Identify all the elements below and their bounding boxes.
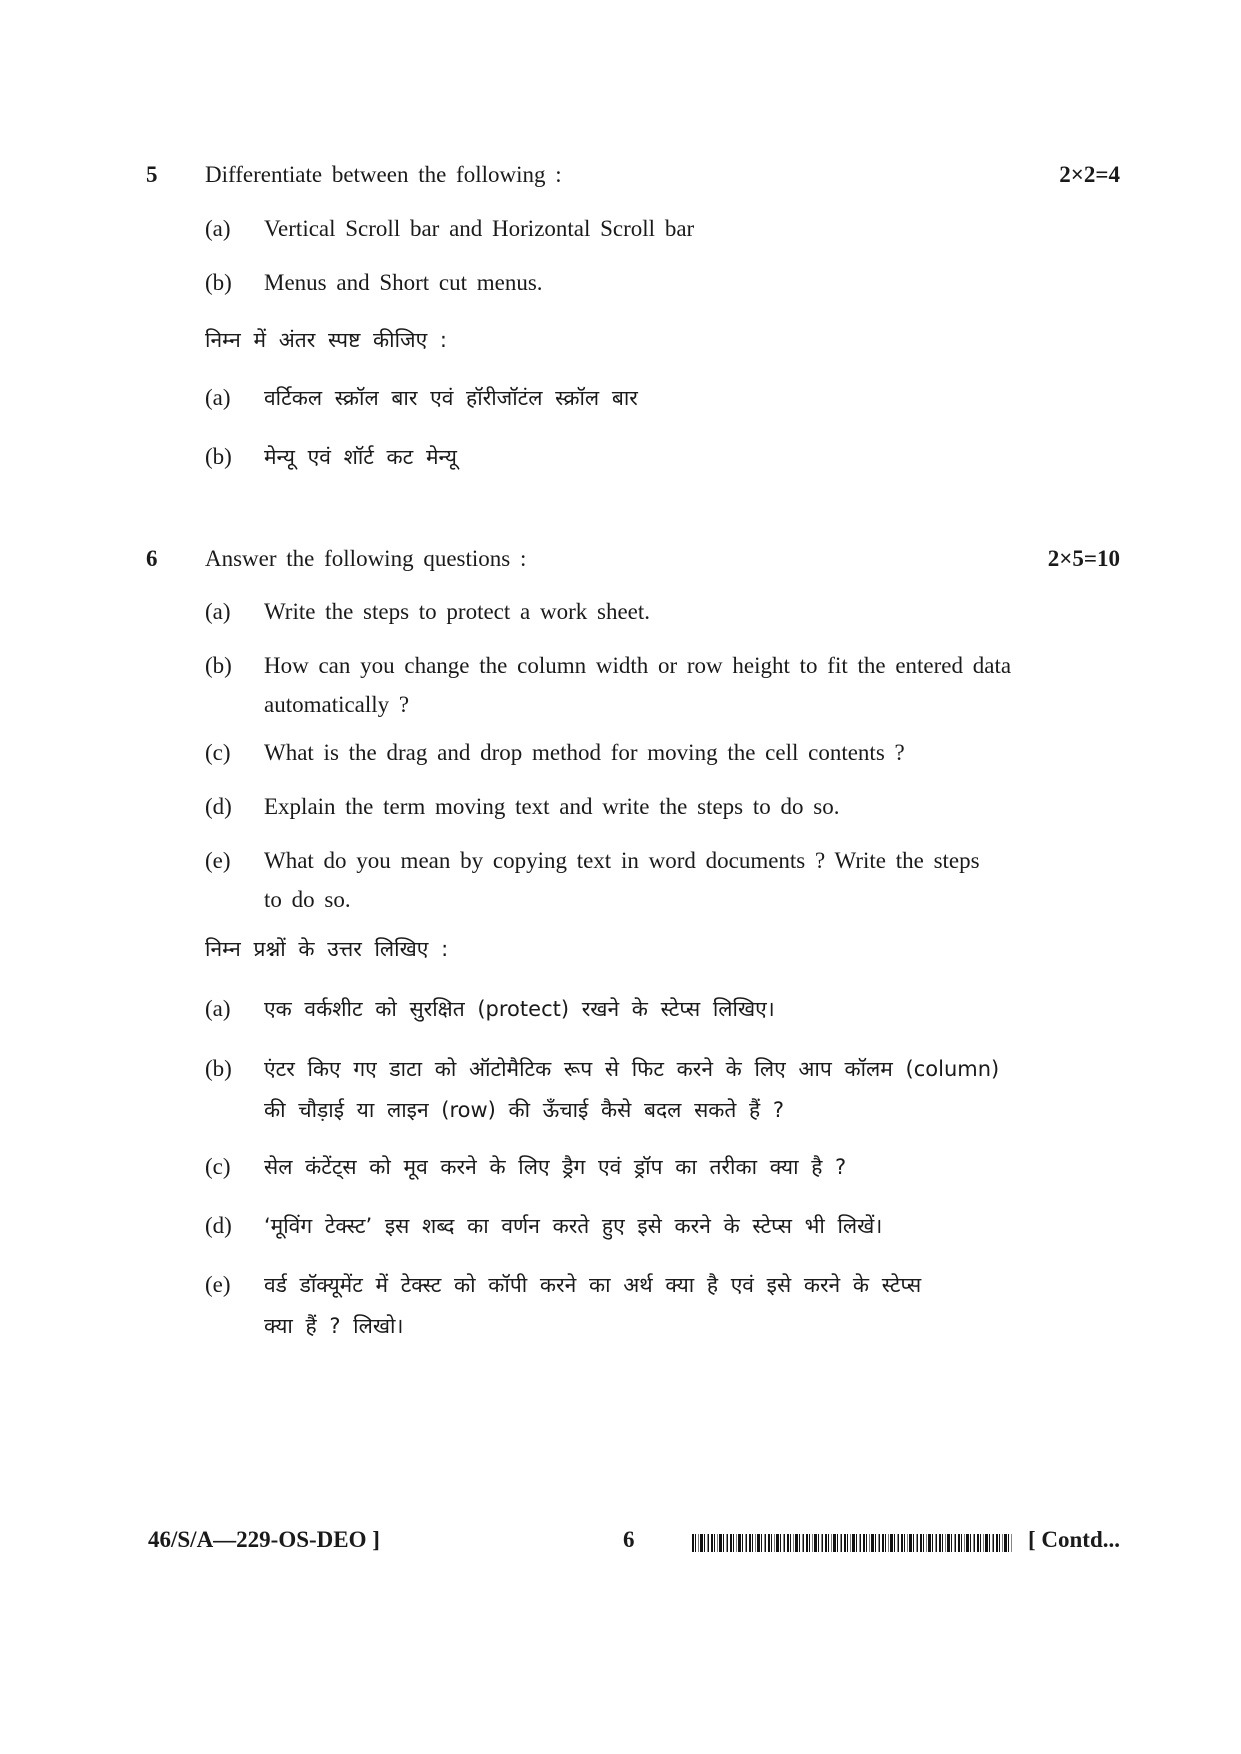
sub-question-text: Explain the term moving text and write the steps to do so. xyxy=(264,794,840,819)
sub-question-text-continued: automatically ? xyxy=(264,692,410,717)
sub-question-text: What do you mean by copying text in word documents ? Write the steps xyxy=(264,848,980,873)
sub-question-text: सेल कंटेंट्स को मूव करने के लिए ड्रैग एवं ड्रॉप का तरीका क्या है ? xyxy=(264,1155,847,1179)
sub-question-hi xyxy=(205,1271,921,1340)
sub-question-label: (b) xyxy=(205,1056,232,1081)
sub-question-en xyxy=(205,216,694,242)
sub-question-en xyxy=(205,848,980,913)
sub-question-text: How can you change the column width or row height to fit the entered data xyxy=(264,653,1012,678)
sub-question-hi xyxy=(205,443,457,471)
sub-question-label: (e) xyxy=(205,848,231,873)
question-marks: 2×2=4 xyxy=(1059,162,1120,187)
sub-question-text: Menus and Short cut menus. xyxy=(264,270,543,295)
page-footer xyxy=(148,1527,1120,1559)
sub-question-hi xyxy=(205,1055,999,1124)
sub-question-label: (a) xyxy=(205,385,231,410)
sub-question-label: (b) xyxy=(205,270,232,295)
sub-question-hi xyxy=(205,384,638,412)
sub-question-text-continued: to do so. xyxy=(264,887,351,912)
sub-question-label: (d) xyxy=(205,1213,232,1238)
sub-question-label: (c) xyxy=(205,740,231,765)
sub-question-en xyxy=(205,653,1011,718)
sub-question-hi xyxy=(205,1212,882,1240)
sub-question-label: (e) xyxy=(205,1272,231,1297)
paper-code: 46/S/A—229-OS-DEO ] xyxy=(148,1527,380,1552)
question-prompt-en: Differentiate between the following : xyxy=(205,162,562,187)
sub-question-hi xyxy=(205,1153,846,1181)
sub-question-en xyxy=(205,740,905,766)
sub-question-text: What is the drag and drop method for moving the cell contents ? xyxy=(264,740,905,765)
sub-question-text: मेन्यू एवं शॉर्ट कट मेन्यू xyxy=(264,445,457,469)
sub-question-en xyxy=(205,794,839,820)
sub-question-text-continued: क्या हैं ? लिखो। xyxy=(264,1314,404,1338)
sub-question-hi xyxy=(205,995,775,1023)
sub-question-text: Vertical Scroll bar and Horizontal Scroll bar xyxy=(264,216,695,241)
sub-question-label: (a) xyxy=(205,599,231,624)
question-prompt-hi: निम्न प्रश्नों के उत्तर लिखिए : xyxy=(205,937,449,961)
question-number: 5 xyxy=(146,162,158,187)
barcode-icon xyxy=(692,1534,1012,1552)
sub-question-text: एंटर किए गए डाटा को ऑटोमैटिक रूप से फिट करने के लिए आप कॉलम (column) xyxy=(264,1057,1000,1081)
sub-question-en xyxy=(205,270,543,296)
sub-question-text: Write the steps to protect a work sheet. xyxy=(264,599,651,624)
sub-question-text: वर्टिकल स्क्रॉल बार एवं हॉरीजॉटंल स्क्रॉल बार xyxy=(264,386,638,410)
question-marks: 2×5=10 xyxy=(1047,546,1120,571)
sub-question-label: (b) xyxy=(205,444,232,469)
question-number: 6 xyxy=(146,546,158,571)
sub-question-label: (b) xyxy=(205,653,232,678)
sub-question-text: ‘मूविंग टेक्स्ट’ इस शब्द का वर्णन करते हुए इसे करने के स्टेप्स भी लिखें। xyxy=(264,1214,883,1238)
sub-question-label: (c) xyxy=(205,1154,231,1179)
question-prompt-hi: निम्न में अंतर स्पष्ट कीजिए : xyxy=(205,328,447,352)
sub-question-en xyxy=(205,599,650,625)
continued-label: [ Contd... xyxy=(1027,1527,1120,1552)
sub-question-label: (a) xyxy=(205,216,231,241)
sub-question-text: वर्ड डॉक्यूमेंट में टेक्स्ट को कॉपी करने का अर्थ क्या है एवं इसे करने के स्टेप्स xyxy=(264,1273,922,1297)
sub-question-text: एक वर्कशीट को सुरक्षित (protect) रखने के स्टेप्स लिखिए। xyxy=(264,997,775,1021)
question-prompt-en: Answer the following questions : xyxy=(205,546,527,571)
sub-question-text-continued: की चौड़ाई या लाइन (row) की ऊँचाई कैसे बदल सकते हैं ? xyxy=(264,1098,785,1122)
page-number: 6 xyxy=(623,1527,635,1552)
sub-question-label: (a) xyxy=(205,996,231,1021)
sub-question-label: (d) xyxy=(205,794,232,819)
